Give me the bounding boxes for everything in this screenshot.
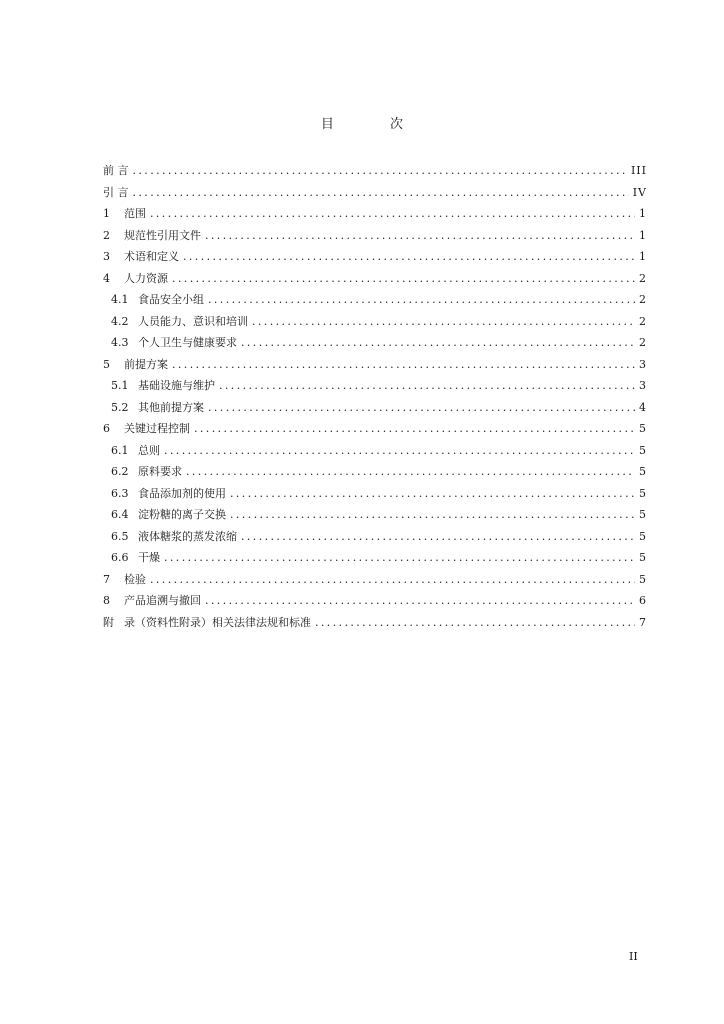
- toc-entry-number: 6.1: [111, 443, 129, 457]
- toc-entry-number: 5.2: [111, 400, 129, 414]
- toc-entry-number: 6.3: [111, 486, 129, 500]
- toc-leader-dots: [133, 186, 629, 199]
- toc-entry[interactable]: [103, 399, 647, 421]
- toc-entry-page: 5: [639, 529, 647, 543]
- toc-entry-number: 4.1: [111, 293, 129, 306]
- toc-entry-number: 5.1: [111, 379, 129, 392]
- toc-entry-number: 6.2: [111, 465, 129, 478]
- toc-leader-dots: [241, 336, 635, 349]
- toc-entry-number: 3: [103, 250, 110, 263]
- toc-leader-dots: [241, 530, 635, 543]
- toc-leader-dots: [172, 358, 635, 371]
- toc-entry-number: 4: [103, 271, 110, 285]
- toc-entry-page: 5: [639, 508, 647, 521]
- toc-entry-page: 5: [639, 422, 647, 435]
- toc-leader-dots: [219, 379, 635, 392]
- toc-entry-label: 淀粉糖的离子交换: [138, 508, 226, 521]
- toc-entry-page: 5: [639, 551, 647, 564]
- toc-entry-number: 附: [103, 615, 114, 629]
- toc-entry-page: 2: [639, 336, 647, 349]
- toc-entry[interactable]: [103, 334, 647, 356]
- toc-entry[interactable]: [103, 184, 647, 206]
- toc-entry-page: 1: [639, 207, 647, 220]
- toc-entry-label: 其他前提方案: [138, 400, 204, 414]
- page-title: 目 次: [320, 117, 430, 132]
- toc-entry-page: 1: [639, 250, 647, 263]
- toc-leader-dots: [194, 422, 635, 435]
- toc-entry[interactable]: [103, 291, 647, 313]
- toc-leader-dots: [183, 250, 635, 263]
- toc-entry-page: 5: [639, 443, 647, 457]
- toc-entry-page: 5: [639, 572, 647, 586]
- toc-entry-label: 术语和定义: [124, 250, 179, 263]
- toc-leader-dots: [164, 551, 635, 564]
- toc-leader-dots: [252, 315, 635, 328]
- toc-entry[interactable]: [103, 227, 647, 249]
- toc-entry[interactable]: [103, 442, 647, 464]
- toc-entry-page: 5: [639, 465, 647, 478]
- toc-entry-number: 6.5: [111, 529, 129, 543]
- toc-leader-dots: [208, 293, 635, 306]
- toc-entry-number: 6.6: [111, 551, 129, 564]
- toc-entry[interactable]: [103, 205, 647, 227]
- toc-entry-label: 干燥: [138, 551, 160, 564]
- toc-entry[interactable]: [103, 356, 647, 378]
- toc-entry-label: 范围: [124, 207, 146, 220]
- toc-entry[interactable]: [103, 571, 647, 593]
- toc-entry-label: 录（资料性附录）相关法律法规和标准: [124, 615, 311, 629]
- toc-entry-number: 1: [103, 207, 110, 220]
- toc-entry-label: 产品追溯与撤回: [124, 594, 201, 607]
- toc-entry[interactable]: [103, 506, 647, 528]
- toc-entry-number: 4.3: [111, 336, 129, 349]
- toc-leader-dots: [205, 594, 635, 607]
- toc-entry[interactable]: [103, 463, 647, 485]
- toc-entry[interactable]: [103, 313, 647, 335]
- toc-entry-label: 个人卫生与健康要求: [138, 336, 237, 349]
- toc-entry-label: 食品添加剂的使用: [138, 486, 226, 500]
- toc-entry-number: 4.2: [111, 314, 129, 328]
- toc-leader-dots: [164, 444, 635, 457]
- toc-entry-page: 1: [639, 228, 647, 242]
- toc-entry-number: 6: [103, 422, 110, 435]
- toc-entry[interactable]: [103, 592, 647, 614]
- toc-entry-number: 7: [103, 572, 110, 586]
- toc-entry[interactable]: [103, 485, 647, 507]
- toc-entry-label: 人员能力、意识和培训: [138, 314, 248, 328]
- toc-entry-page: 3: [639, 379, 647, 392]
- toc-leader-dots: [230, 487, 635, 500]
- toc-entry-label: 人力资源: [124, 271, 168, 285]
- toc-entry-label: 关键过程控制: [124, 422, 190, 435]
- toc-entry-label: 总则: [138, 443, 160, 457]
- toc-entry[interactable]: [103, 162, 647, 184]
- toc-entry-label: 前 言: [103, 164, 129, 177]
- toc-entry[interactable]: [103, 377, 647, 399]
- toc-entry-page: 4: [639, 400, 647, 414]
- toc-entry-page: 7: [639, 615, 647, 629]
- toc-entry-page: 2: [639, 314, 647, 328]
- toc-entry-page: 6: [639, 594, 647, 607]
- toc-entry-label: 引 言: [103, 185, 129, 199]
- toc-entry-label: 液体糖浆的蒸发浓缩: [138, 529, 237, 543]
- toc-entry-label: 前提方案: [124, 357, 168, 371]
- toc-leader-dots: [133, 164, 627, 177]
- toc-entry-label: 食品安全小组: [138, 293, 204, 306]
- page-number: II: [629, 950, 638, 963]
- toc-leader-dots: [172, 272, 635, 285]
- table-of-contents: [103, 162, 647, 635]
- toc-leader-dots: [186, 465, 635, 478]
- toc-entry-page: 2: [639, 271, 647, 285]
- toc-entry[interactable]: [103, 614, 647, 636]
- toc-entry-page: 3: [639, 357, 647, 371]
- toc-entry-label: 检验: [124, 572, 146, 586]
- toc-entry-page: III: [630, 164, 647, 177]
- toc-leader-dots: [230, 508, 635, 521]
- toc-leader-dots: [208, 401, 635, 414]
- toc-entry-page: 2: [639, 293, 647, 306]
- toc-entry-label: 原料要求: [138, 465, 182, 478]
- toc-entry-page: 5: [639, 486, 647, 500]
- toc-entry-label: 基础设施与维护: [138, 379, 215, 392]
- toc-leader-dots: [150, 573, 635, 586]
- toc-leader-dots: [205, 229, 635, 242]
- toc-entry[interactable]: [103, 270, 647, 292]
- toc-leader-dots: [315, 616, 635, 629]
- toc-entry-page: IV: [632, 185, 647, 199]
- toc-entry[interactable]: [103, 549, 647, 571]
- toc-entry-number: 2: [103, 228, 110, 242]
- toc-entry[interactable]: [103, 528, 647, 550]
- toc-entry[interactable]: [103, 420, 647, 442]
- toc-entry-number: 8: [103, 594, 110, 607]
- toc-entry-number: 6.4: [111, 508, 129, 521]
- toc-entry-number: 5: [103, 357, 110, 371]
- toc-entry-label: 规范性引用文件: [124, 228, 201, 242]
- toc-leader-dots: [150, 207, 635, 220]
- toc-entry[interactable]: [103, 248, 647, 270]
